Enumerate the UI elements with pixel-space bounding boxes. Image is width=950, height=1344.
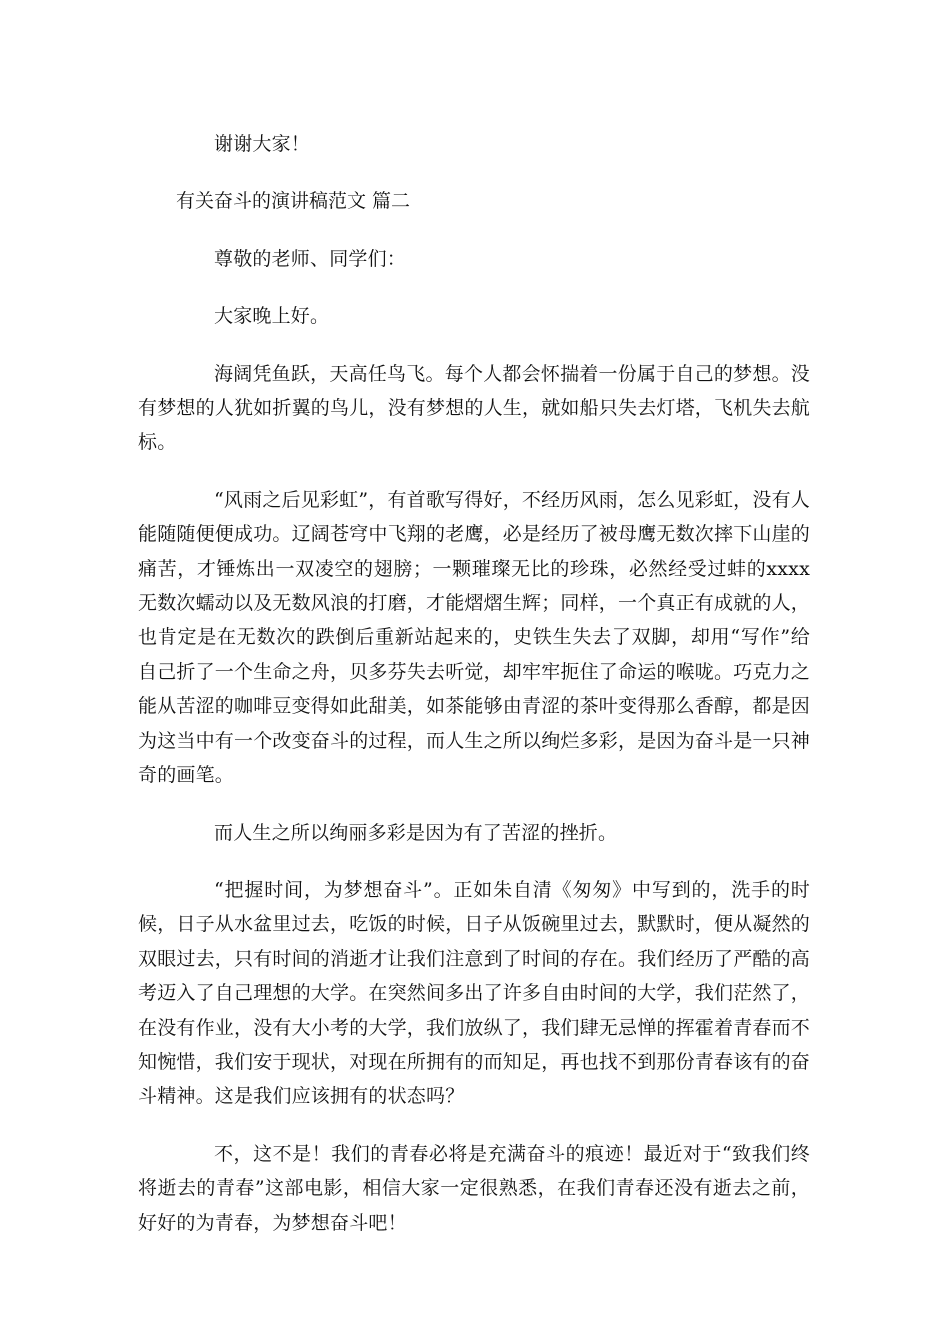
paragraph: 海阔凭鱼跃，天高任鸟飞。每个人都会怀揣着一份属于自己的梦想。没有梦想的人犹如折翼的鸟儿，没有梦想的人生，就如船只失去灯塔，飞机失去航标。 <box>138 362 811 454</box>
paragraph: 而人生之所以绚丽多彩是因为有了苦涩的挫折。 <box>214 821 618 844</box>
spacer <box>138 334 810 357</box>
spacer <box>138 161 810 184</box>
spacer <box>138 850 810 873</box>
greeting: 大家晚上好。 <box>214 305 330 328</box>
spacer <box>138 1114 810 1137</box>
paragraph: “风雨之后见彩虹”，有首歌写得好，不经历风雨，怎么见彩虹，没有人能随随便便成功。辽阔苍穹中飞翔的老鹰，必是经历了被母鹰无数次摔下山崖的痛苦，才锤炼出一双凌空的翅膀；一颗璀璨无比的珍珠，必然经受过蚌的xxxx无数次蠕动以及无数风浪的打磨，才能熠熠生辉；同样，一个真正有成就的人，也肯定是在无数次的跌倒后重新站起来的，史铁生失去了双脚，却用“写作”给自己折了一个生命之舟，贝多芬失去听觉，却牢牢扼住了命运的喉咙。巧克力之能从苦涩的咖啡豆变得如此甜美，如茶能够由青涩的茶叶变得那么香醇，都是因为这当中有一个改变奋斗的过程，而人生之所以绚烂多彩，是因为奋斗是一只神奇的画笔。 <box>138 488 811 787</box>
salutation: 尊敬的老师、同学们： <box>214 247 407 270</box>
spacer <box>138 793 810 816</box>
document-body <box>138 127 810 1240</box>
spacer <box>138 276 810 299</box>
paragraph: “把握时间，为梦想奋斗”。正如朱自清《匆匆》中写到的，洗手的时候，日子从水盆里过去，吃饭的时候，日子从饭碗里过去，默默时，便从凝然的双眼过去，只有时间的消逝才让我们注意到了时间的存在。我们经历了严酷的高考迈入了自己理想的大学。在突然间多出了许多自由时间的大学，我们茫然了，在没有作业，没有大小考的大学，我们放纵了，我们肆无忌惮的挥霍着青春而不知惋惜，我们安于现状，对现在所拥有的而知足，再也找不到那份青春该有的奋斗精神。这是我们应该拥有的状态吗？ <box>138 878 811 1108</box>
closing-line: 谢谢大家！ <box>214 133 311 155</box>
section-title: 有关奋斗的演讲稿范文 篇二 <box>176 190 411 213</box>
spacer <box>138 460 810 483</box>
paragraph: 不，这不是！我们的青春必将是充满奋斗的痕迹！最近对于“致我们终将逝去的青春”这部电影，相信大家一定很熟悉，在我们青春还没有逝去之前，好好的为青春，为梦想奋斗吧！ <box>138 1142 810 1234</box>
spacer <box>138 219 810 242</box>
